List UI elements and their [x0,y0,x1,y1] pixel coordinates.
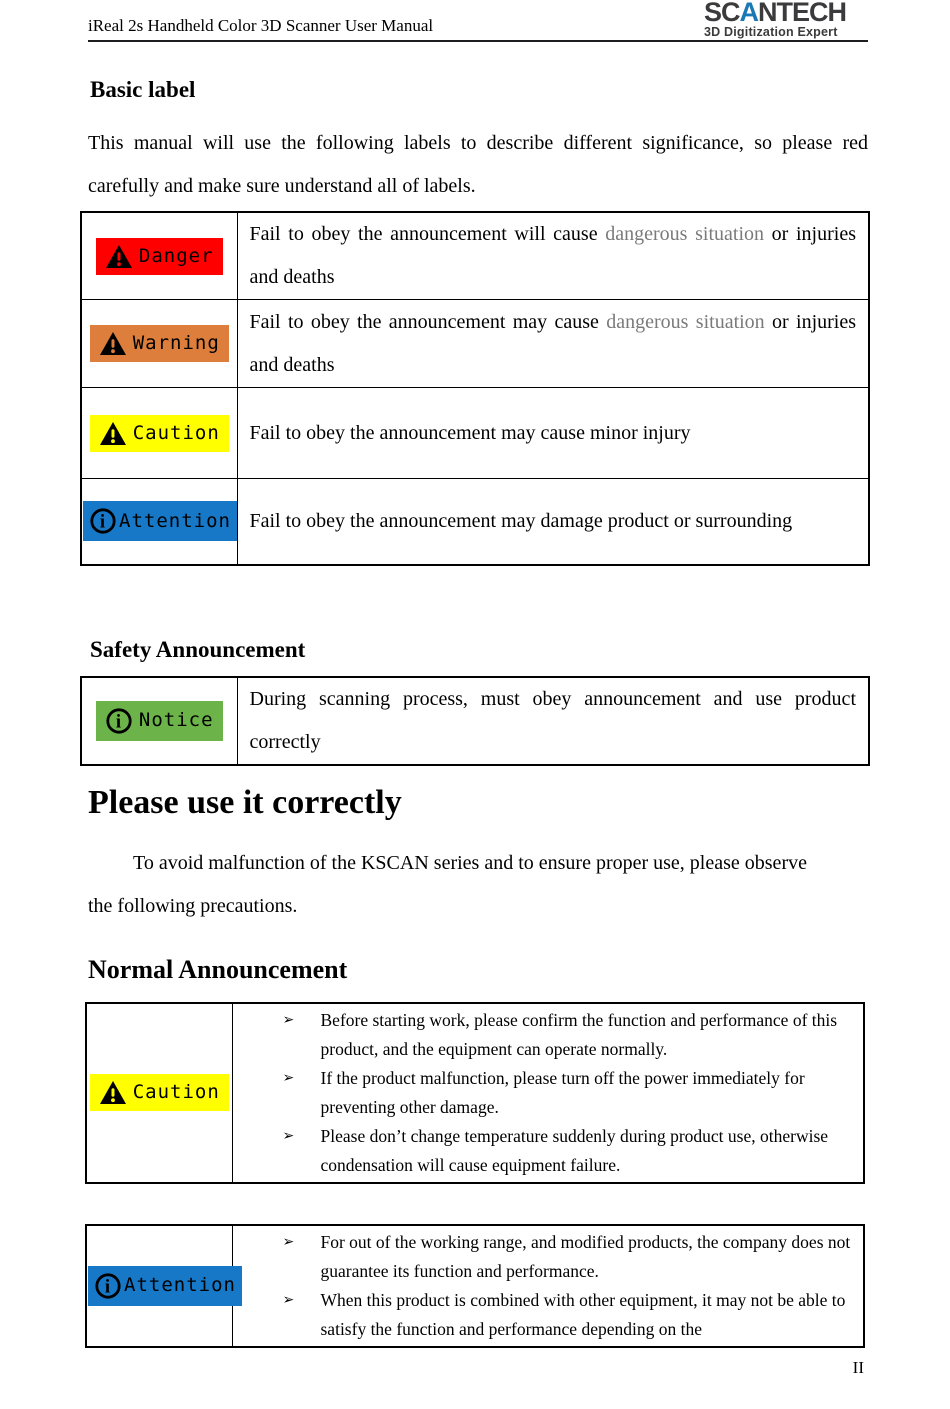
attention-badge-label: Attention [119,509,231,532]
attention-badge [83,501,237,541]
caution-badge [90,1074,229,1111]
notice-badge-cell [81,677,237,765]
arrow-bullet-icon: ➢ [282,1128,295,1144]
svg-text:i: i [115,710,123,732]
warning-badge-label: Warning [132,332,220,355]
use-correctly-paragraph: To avoid malfunction of the KSCAN series and to ensure proper use, please observe the following precautions. [88,851,807,917]
list-item: ➢ If the product malfunction, please turn off the power immediately for preventing other damage. [233,1064,864,1122]
attention-text: Fail to obey the announcement may damage product or surrounding [249,509,793,532]
attention-bullet-list [233,1228,864,1344]
table-row-caution [81,388,869,479]
document-title: iReal 2s Handheld Color 3D Scanner User Manual [88,16,434,35]
warning-triangle-icon [99,1080,127,1105]
info-icon [94,1272,122,1300]
caution-badge-label: Caution [132,1081,220,1104]
use-correctly-heading: Please use it correctly [88,783,402,821]
attention-box-list-cell [232,1225,864,1347]
notice-badge-label: Notice [138,709,214,732]
caution-box-list-cell [232,1003,864,1183]
warning-text-muted: dangerous situation [606,310,765,333]
arrow-bullet-icon: ➢ [282,1292,295,1308]
attention-badge-cell [81,479,237,565]
warning-triangle-icon [99,421,127,446]
logo-text-sc: SC [703,0,740,27]
warning-triangle-icon [99,331,127,356]
warning-text: Fail to obey the announcement may cause [249,310,607,333]
warning-badge [90,325,229,362]
attention-box-badge-cell [86,1225,236,1347]
caution-badge-label: Caution [132,421,220,444]
table-row-warning [81,300,869,388]
danger-badge-label: Danger [138,244,214,267]
warning-description [237,300,869,388]
arrow-bullet-icon: ➢ [282,1070,295,1086]
caution-badge-cell [81,388,237,479]
attention-box [85,1224,865,1348]
caution-box [85,1002,865,1184]
label-table [80,211,870,566]
danger-badge-cell [81,212,237,300]
table-row-caution-box [86,1003,864,1183]
table-row-attention-box [86,1225,864,1347]
attention-description [237,479,869,565]
table-row-attention [81,479,869,565]
basic-label-heading: Basic label [90,77,196,102]
list-item: ➢ Before starting work, please confirm the function and performance of this product, and the equipment can operate normally. [233,1006,864,1064]
caution-description [237,388,869,479]
danger-text: Fail to obey the announcement will cause [249,223,606,245]
caution-badge [90,415,229,452]
danger-text-muted: dangerous situation [605,223,765,245]
danger-badge [96,238,223,275]
list-item: ➢ Please don’t change temperature suddenly during product use, otherwise condensation will cause equipment failure. [233,1122,864,1180]
arrow-bullet-icon: ➢ [282,1012,295,1028]
warning-badge-cell [81,300,237,388]
list-item: ➢ For out of the working range, and modified products, the company does not guarantee its function and performance. [233,1228,864,1286]
caution-text: Fail to obey the announcement may cause minor injury [249,421,691,444]
basic-label-paragraph: This manual will use the following labels to describe different significance, so please red carefully and make sure understand all of labels. [88,132,868,197]
info-icon [105,707,133,735]
notice-table [80,676,870,766]
logo-text-ntech: NTECH [758,0,846,27]
attention-badge [88,1266,242,1306]
logo-accent-a: A [739,0,758,27]
arrow-bullet-icon: ➢ [282,1234,295,1250]
table-row-danger [81,212,869,300]
warning-triangle-icon [105,244,133,269]
safety-heading: Safety Announcement [90,636,306,662]
scantech-logo-wordmark [703,0,846,27]
normal-announcement-heading: Normal Announcement [88,954,348,984]
svg-text:i: i [99,511,107,533]
info-icon [89,507,117,535]
danger-text-post: or injuries and deaths [249,223,856,288]
page-header [88,0,868,42]
logo-tagline: 3D Digitization Expert [703,24,838,39]
svg-text:i: i [104,1275,112,1297]
list-item: ➢ When this product is combined with other equipment, it may not be able to satisfy the function and performance depending on the [233,1286,864,1344]
notice-badge [96,701,223,741]
danger-description [237,212,869,300]
attention-badge-label: Attention [124,1274,236,1297]
page-number: II [852,1357,864,1377]
warning-text-post: or injuries and deaths [249,310,856,376]
caution-box-badge-cell [86,1003,232,1183]
scantech-logo [704,0,868,40]
notice-description: During scanning process, must obey announcement and use product correctly [237,677,869,765]
table-row-notice [81,677,869,765]
caution-bullet-list [233,1006,864,1180]
